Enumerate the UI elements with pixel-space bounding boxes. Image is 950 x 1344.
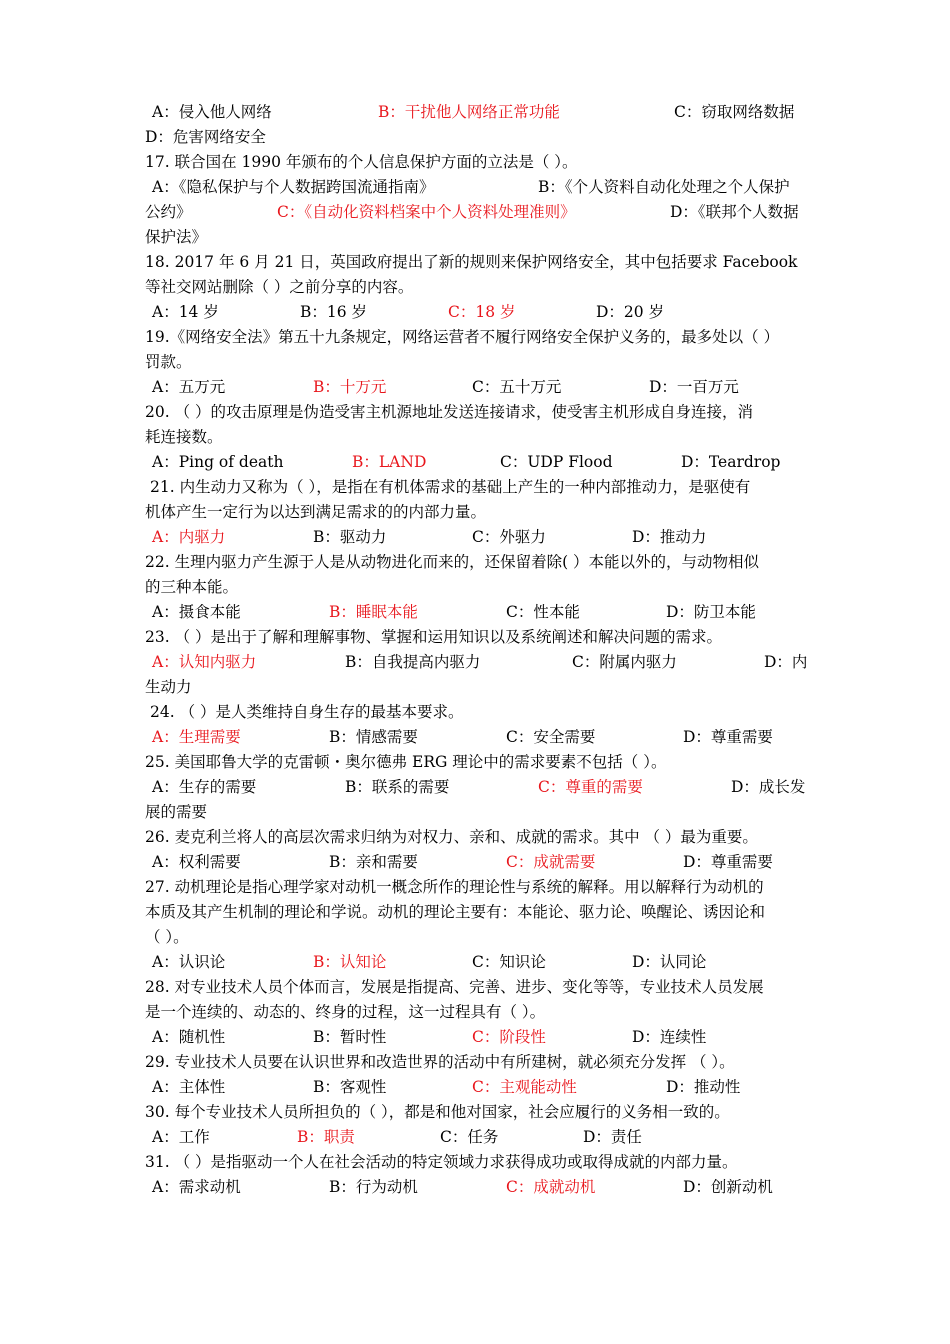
q25-option-b: B：联系的需要 xyxy=(345,778,450,796)
q31-stem: 31. （ ）是指驱动一个人在社会活动的特定领域力求获得成功或取得成就的内部力量。 xyxy=(145,1153,738,1171)
q18-option-b: B：16 岁 xyxy=(300,303,368,321)
q18-option-d: D：20 岁 xyxy=(596,303,665,321)
q22-stem-line1: 22. 生理内驱力产生源于人是从动物进化而来的，还保留着除( ）本能以外的，与动物相似 xyxy=(145,553,760,571)
q28-option-b: B：暂时性 xyxy=(313,1028,387,1046)
q17-option-b-cont: 公约》 xyxy=(145,203,192,221)
q17-option-b: B：《个人资料自动化处理之个人保护 xyxy=(538,178,790,196)
q22-option-b-answer: B：睡眠本能 xyxy=(329,603,418,621)
q20-stem-line1: 20. （ ）的攻击原理是伪造受害主机源地址发送连接请求，使受害主机形成自身连接，消 xyxy=(145,403,754,421)
q30-option-c: C：任务 xyxy=(440,1128,499,1146)
q20-option-a: A：Ping of death xyxy=(152,453,284,471)
q31-option-c-answer: C：成就动机 xyxy=(506,1178,596,1196)
q24-option-a-answer: A：生理需要 xyxy=(152,728,241,746)
q20-option-b-answer: B：LAND xyxy=(352,453,427,471)
q23-option-c: C：附属内驱力 xyxy=(572,653,677,671)
q25-option-c-answer: C：尊重的需要 xyxy=(538,778,643,796)
q29-option-c-answer: C：主观能动性 xyxy=(472,1078,577,1096)
q28-stem-line1: 28. 对专业技术人员个体而言，发展是指提高、完善、进步、变化等等，专业技术人员发展 xyxy=(145,978,764,996)
q28-option-d: D：连续性 xyxy=(632,1028,707,1046)
q31-option-d: D：创新动机 xyxy=(683,1178,773,1196)
q16-option-c: C：窃取网络数据 xyxy=(674,103,795,121)
q21-stem-line1: 21. 内生动力又称为（ ），是指在有机体需求的基础上产生的一种内部推动力，是驱使有 xyxy=(150,478,751,496)
q31-option-a: A：需求动机 xyxy=(152,1178,241,1196)
q17-option-d: D：《联邦个人数据 xyxy=(670,203,799,221)
q21-stem-line2: 机体产生一定行为以达到满足需求的的内部力量。 xyxy=(145,503,487,521)
q19-option-a: A：五万元 xyxy=(152,378,226,396)
q18-stem-line1: 18. 2017 年 6 月 21 日，英国政府提出了新的规则来保护网络安全，其中包括要求 Facebook xyxy=(145,253,798,271)
q28-stem-line2: 是一个连续的、动态的、终身的过程，这一过程具有（ ）。 xyxy=(145,1003,546,1021)
q23-option-d-cont: 生动力 xyxy=(145,678,192,696)
q19-option-b-answer: B：十万元 xyxy=(313,378,387,396)
q23-option-d: D：内 xyxy=(764,653,808,671)
q27-option-d: D：认同论 xyxy=(632,953,707,971)
q17-option-d-cont: 保护法》 xyxy=(145,228,208,246)
q26-stem: 26. 麦克利兰将人的高层次需求归纳为对权力、亲和、成就的需求。其中 （ ）最为重要。 xyxy=(145,828,758,846)
q19-option-c: C：五十万元 xyxy=(472,378,562,396)
q27-option-a: A：认识论 xyxy=(152,953,226,971)
q22-stem-line2: 的三种本能。 xyxy=(145,578,239,596)
q22-option-c: C：性本能 xyxy=(506,603,580,621)
q22-option-a: A：摄食本能 xyxy=(152,603,241,621)
q18-stem-line2: 等社交网站删除（ ）之前分享的内容。 xyxy=(145,278,414,296)
q16-option-d: D：危害网络安全 xyxy=(145,128,266,146)
q20-option-c: C：UDP Flood xyxy=(500,453,613,471)
q18-option-a: A：14 岁 xyxy=(152,303,219,321)
q25-option-a: A：生存的需要 xyxy=(152,778,257,796)
q18-option-c-answer: C：18 岁 xyxy=(448,303,516,321)
q29-option-a: A：主体性 xyxy=(152,1078,226,1096)
q19-option-d: D：一百万元 xyxy=(649,378,739,396)
q16-option-b-answer: B：干扰他人网络正常功能 xyxy=(378,103,560,121)
q30-option-b-answer: B：职责 xyxy=(297,1128,355,1146)
q22-option-d: D：防卫本能 xyxy=(666,603,756,621)
q27-stem-line1: 27. 动机理论是指心理学家对动机一概念所作的理论性与系统的解释。用以解释行为动机的 xyxy=(145,878,764,896)
q24-option-d: D：尊重需要 xyxy=(683,728,773,746)
q27-stem-line3: （ ）。 xyxy=(145,928,189,946)
q21-option-b: B：驱动力 xyxy=(313,528,387,546)
q30-option-a: A：工作 xyxy=(152,1128,210,1146)
q26-option-a: A：权利需要 xyxy=(152,853,241,871)
q24-option-c: C：安全需要 xyxy=(506,728,596,746)
q19-stem-line2: 罚款。 xyxy=(145,353,192,371)
q27-option-c: C：知识论 xyxy=(472,953,546,971)
q21-option-a-answer: A：内驱力 xyxy=(152,528,226,546)
q29-option-b: B：客观性 xyxy=(313,1078,387,1096)
q23-option-b: B：自我提高内驱力 xyxy=(345,653,481,671)
q17-option-a: A：《隐私保护与个人数据跨国流通指南》 xyxy=(152,178,435,196)
q29-option-d: D：推动性 xyxy=(666,1078,741,1096)
q28-option-c-answer: C：阶段性 xyxy=(472,1028,546,1046)
q17-option-c-answer: C：《自动化资料档案中个人资料处理准则》 xyxy=(277,203,576,221)
q17-stem: 17. 联合国在 1990 年颁布的个人信息保护方面的立法是（ ）。 xyxy=(145,153,578,171)
q30-stem: 30. 每个专业技术人员所担负的（ ），都是和他对国家，社会应履行的义务相一致的。 xyxy=(145,1103,730,1121)
q27-option-b-answer: B：认知论 xyxy=(313,953,387,971)
q31-option-b: B：行为动机 xyxy=(329,1178,418,1196)
q19-stem-line1: 19.《网络安全法》第五十九条规定，网络运营者不履行网络安全保护义务的，最多处以（ ） xyxy=(145,328,780,346)
q28-option-a: A：随机性 xyxy=(152,1028,226,1046)
q26-option-c-answer: C：成就需要 xyxy=(506,853,596,871)
q25-stem: 25. 美国耶鲁大学的克雷顿・奥尔德弗 ERG 理论中的需求要素不包括（ ）。 xyxy=(145,753,667,771)
q23-option-a-answer: A：认知内驱力 xyxy=(152,653,257,671)
q20-option-d: D：Teardrop xyxy=(681,453,781,471)
q24-option-b: B：情感需要 xyxy=(329,728,418,746)
q20-stem-line2: 耗连接数。 xyxy=(145,428,223,446)
q21-option-c: C：外驱力 xyxy=(472,528,546,546)
q25-option-d: D：成长发 xyxy=(731,778,806,796)
q23-stem: 23. （ ）是出于了解和理解事物、掌握和运用知识以及系统阐述和解决问题的需求。 xyxy=(145,628,723,646)
q30-option-d: D：责任 xyxy=(583,1128,642,1146)
q16-option-a: A：侵入他人网络 xyxy=(152,103,272,121)
q21-option-d: D：推动力 xyxy=(632,528,707,546)
q27-stem-line2: 本质及其产生机制的理论和学说。动机的理论主要有：本能论、驱力论、唤醒论、诱因论和 xyxy=(145,903,766,921)
q25-option-d-cont: 展的需要 xyxy=(145,803,208,821)
q29-stem: 29. 专业技术人员要在认识世界和改造世界的活动中有所建树，就必须充分发挥 （ ）。 xyxy=(145,1053,735,1071)
q24-stem: 24. （ ）是人类维持自身生存的最基本要求。 xyxy=(150,703,464,721)
q26-option-d: D：尊重需要 xyxy=(683,853,773,871)
q26-option-b: B：亲和需要 xyxy=(329,853,418,871)
